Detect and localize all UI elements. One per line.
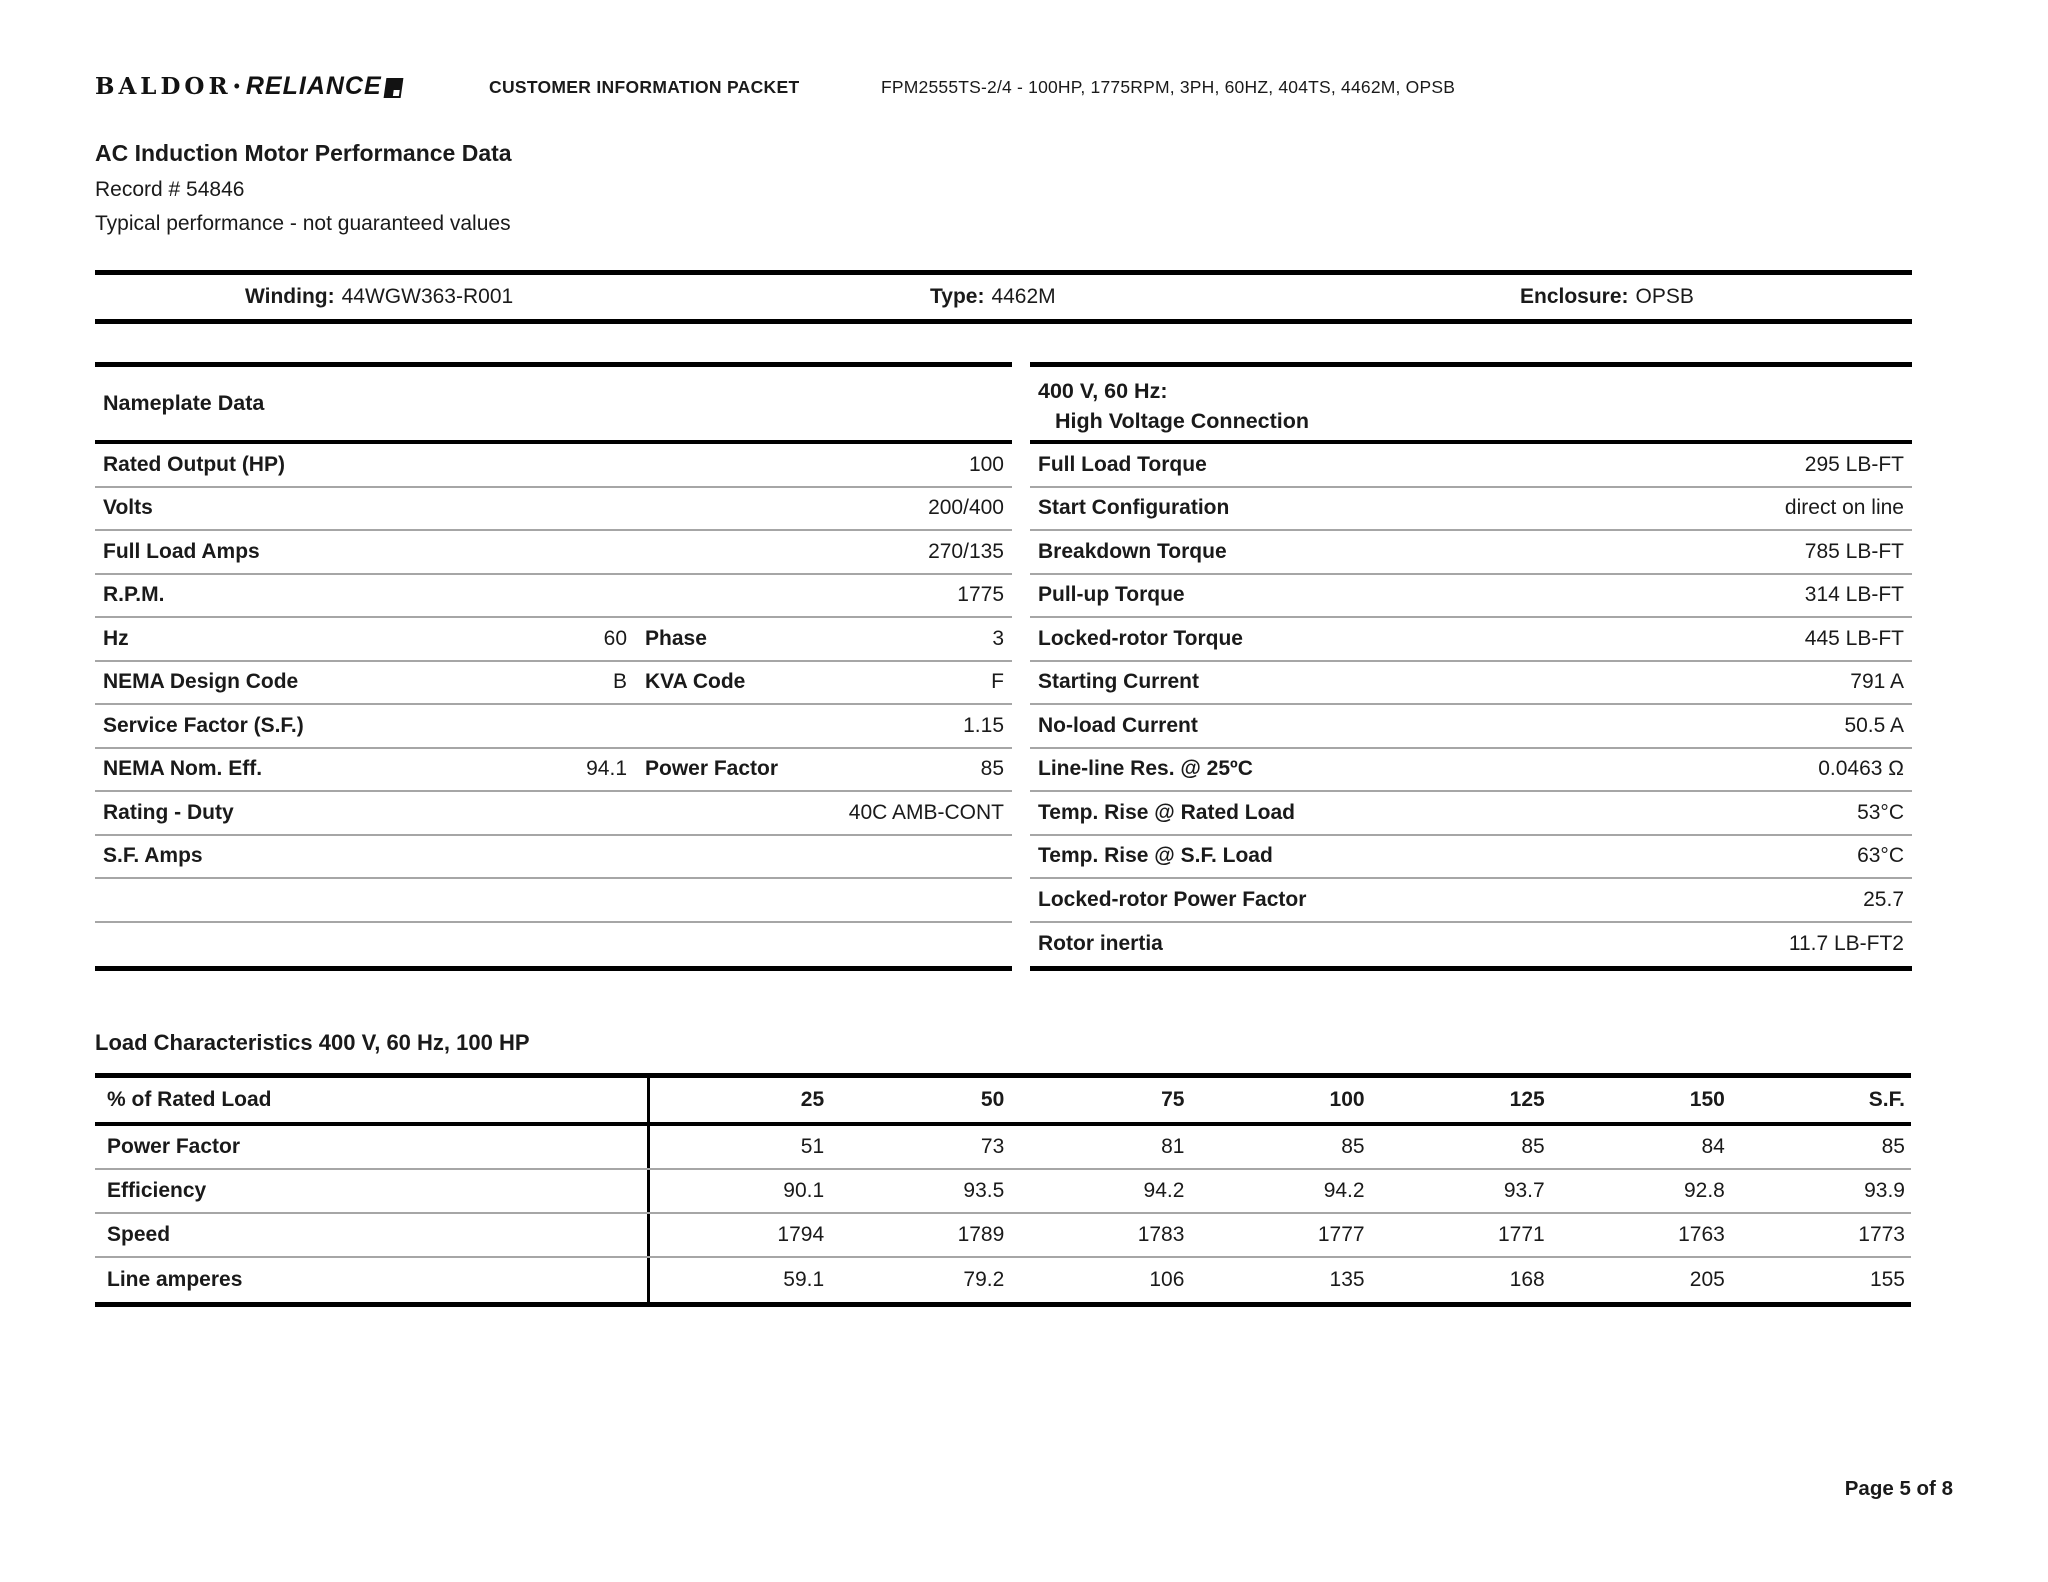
cell-value: 93.5: [963, 1179, 1005, 1202]
nameplate-table: [95, 362, 1012, 971]
connection-header-line1: 400 V, 60 Hz:: [1038, 379, 1168, 403]
cell-value: 1771: [1497, 1223, 1545, 1246]
table-row: [95, 792, 1012, 836]
type-value: 4462M: [991, 285, 1056, 308]
table-row: [1030, 488, 1912, 532]
load-characteristics-title: Load Characteristics 400 V, 60 Hz, 100 HP: [95, 1030, 530, 1055]
row-value: 50.5 A: [1844, 713, 1904, 737]
row-value: 63°C: [1857, 844, 1904, 868]
table-row: [1030, 531, 1912, 575]
enclosure-value: OPSB: [1635, 285, 1694, 308]
row-label: Pull-up Torque: [1038, 583, 1185, 607]
row-label: Speed: [95, 1214, 650, 1256]
table-row: [1030, 923, 1912, 967]
row-value: 0.0463 Ω: [1818, 757, 1904, 781]
table-row: [95, 575, 1012, 619]
load-characteristics-table: [95, 1073, 1911, 1307]
cell-value: 1783: [1137, 1223, 1185, 1246]
document-header: [95, 70, 1988, 112]
row-label: Rotor inertia: [1038, 932, 1163, 956]
row-label: Line-line Res. @ 25ºC: [1038, 757, 1253, 781]
table-row: [95, 1126, 1911, 1170]
record-number: Record # 54846: [95, 178, 245, 201]
row-label: Locked-rotor Torque: [1038, 626, 1243, 650]
cell-value: 168: [1509, 1268, 1545, 1291]
table-row: [95, 749, 1012, 793]
load-table-body: [95, 1126, 1911, 1302]
high-voltage-connection-table: [1030, 362, 1912, 971]
row-value: 1.15: [963, 713, 1004, 737]
column-header: 25: [800, 1088, 825, 1111]
cell-value: 93.7: [1503, 1179, 1545, 1202]
row-label: R.P.M.: [103, 583, 165, 607]
table-row: [95, 879, 1012, 923]
logo-reliance-text: RELIANCE: [245, 72, 382, 100]
cell-value: 85: [1881, 1135, 1905, 1158]
row-value: 791 A: [1850, 670, 1904, 694]
type-label: Type:: [930, 285, 985, 308]
connection-header-line2: High Voltage Connection: [1055, 409, 1310, 433]
row-second-label: Power Factor: [645, 757, 779, 781]
performance-tables: [95, 362, 1912, 971]
table-row: [1030, 618, 1912, 662]
packet-title: CUSTOMER INFORMATION PACKET: [489, 77, 800, 97]
cell-value: 94.2: [1143, 1179, 1185, 1202]
baldor-reliance-logo: [95, 72, 402, 101]
cell-value: 85: [1341, 1135, 1365, 1158]
cell-value: 73: [980, 1135, 1005, 1158]
cell-value: 51: [800, 1135, 825, 1158]
row-label: Locked-rotor Power Factor: [1038, 887, 1307, 911]
row-label: NEMA Design Code: [103, 670, 299, 694]
row-label: Start Configuration: [1038, 496, 1230, 520]
table-row: [1030, 792, 1912, 836]
reliance-mark-icon: [383, 78, 403, 98]
row-mid-value: 94.1: [586, 757, 627, 781]
connection-rows: [1030, 444, 1912, 966]
column-header: 100: [1329, 1088, 1365, 1111]
row-value: F: [991, 670, 1004, 694]
table-row: [95, 488, 1012, 532]
type-field: [930, 275, 1056, 319]
table-row: [95, 618, 1012, 662]
row-value: 85: [980, 757, 1004, 781]
cell-value: 81: [1161, 1135, 1185, 1158]
row-label: NEMA Nom. Eff.: [103, 757, 263, 781]
logo-dot-separator: •: [233, 76, 240, 96]
motor-model-line: FPM2555TS-2/4 - 100HP, 1775RPM, 3PH, 60HZ, 404TS, 4462M, OPSB: [881, 77, 1456, 97]
cell-value: 90.1: [783, 1179, 825, 1202]
row-mid-value: B: [612, 670, 627, 694]
cell-value: 92.8: [1683, 1179, 1725, 1202]
cell-value: 85: [1521, 1135, 1545, 1158]
table-row: [95, 1258, 1911, 1302]
row-value: 785 LB-FT: [1804, 539, 1904, 563]
column-header: 125: [1509, 1088, 1545, 1111]
table-row: [1030, 705, 1912, 749]
cell-value: 1794: [777, 1223, 825, 1246]
cell-value: 59.1: [783, 1268, 825, 1291]
row-value: direct on line: [1784, 496, 1904, 520]
column-header: 50: [980, 1088, 1005, 1111]
row-label: Efficiency: [95, 1170, 650, 1212]
row-second-label: Phase: [645, 626, 707, 650]
table-row: [95, 923, 1012, 967]
table-row: [95, 662, 1012, 706]
row-value: 100: [968, 452, 1004, 476]
table-row: [95, 705, 1012, 749]
row-label: Service Factor (S.F.): [103, 713, 304, 737]
row-second-label: KVA Code: [645, 670, 746, 694]
row-value: 270/135: [928, 539, 1004, 563]
cell-value: 79.2: [963, 1268, 1005, 1291]
enclosure-label: Enclosure:: [1520, 285, 1629, 308]
row-value: 200/400: [928, 496, 1004, 520]
row-label: S.F. Amps: [103, 844, 203, 868]
table-row: [95, 531, 1012, 575]
row-value: 314 LB-FT: [1804, 583, 1904, 607]
enclosure-field: [1520, 275, 1694, 319]
row-value: 3: [992, 626, 1004, 650]
row-label: Full Load Amps: [103, 539, 260, 563]
row-label: Rated Output (HP): [103, 452, 285, 476]
table-row: [1030, 749, 1912, 793]
cell-value: 84: [1701, 1135, 1725, 1158]
row-label: Hz: [103, 626, 129, 650]
winding-value: 44WGW363-R001: [341, 285, 514, 308]
column-header: S.F.: [1868, 1088, 1905, 1111]
row-value: 445 LB-FT: [1804, 626, 1904, 650]
page-number: Page 5 of 8: [1844, 1477, 1953, 1500]
cell-value: 135: [1329, 1268, 1365, 1291]
cell-value: 94.2: [1323, 1179, 1365, 1202]
cell-value: 1777: [1317, 1223, 1365, 1246]
connection-table-header: [1030, 367, 1912, 444]
row-value: 295 LB-FT: [1804, 452, 1904, 476]
nameplate-rows: [95, 444, 1012, 966]
table-row: [95, 1170, 1911, 1214]
column-header: 75: [1161, 1088, 1185, 1111]
row-label: No-load Current: [1038, 713, 1198, 737]
table-row: [1030, 836, 1912, 880]
row-value: 53°C: [1857, 800, 1904, 824]
table-row: [1030, 879, 1912, 923]
row-label: Volts: [103, 496, 153, 520]
load-table-header-row: [95, 1078, 1911, 1126]
column-header: % of Rated Load: [95, 1078, 650, 1122]
cell-value: 1763: [1678, 1223, 1725, 1246]
row-mid-value: 60: [603, 626, 627, 650]
row-label: Temp. Rise @ S.F. Load: [1038, 844, 1273, 868]
nameplate-table-header: Nameplate Data: [95, 367, 1012, 444]
row-label: Line amperes: [95, 1258, 650, 1302]
table-row: [95, 836, 1012, 880]
winding-summary-bar: [95, 270, 1912, 324]
winding-field: [245, 275, 513, 319]
table-row: [95, 444, 1012, 488]
logo-baldor-text: BALDOR: [95, 73, 232, 100]
row-value: 1775: [957, 583, 1004, 607]
title-block: [95, 140, 512, 246]
row-value: 25.7: [1863, 887, 1904, 911]
row-label: Breakdown Torque: [1038, 539, 1227, 563]
table-row: [1030, 662, 1912, 706]
row-label: Temp. Rise @ Rated Load: [1038, 800, 1295, 824]
cell-value: 155: [1869, 1268, 1905, 1291]
winding-label: Winding:: [245, 285, 335, 308]
cell-value: 93.9: [1864, 1179, 1905, 1202]
cell-value: 205: [1689, 1268, 1725, 1291]
row-label: Starting Current: [1038, 670, 1200, 694]
cell-value: 106: [1149, 1268, 1185, 1291]
column-header: 150: [1689, 1088, 1725, 1111]
row-label: Full Load Torque: [1038, 452, 1207, 476]
row-label: Rating - Duty: [103, 800, 234, 824]
row-value: 40C AMB-CONT: [848, 800, 1004, 824]
row-value: 11.7 LB-FT2: [1788, 932, 1904, 956]
table-row: [95, 1214, 1911, 1258]
table-row: [1030, 575, 1912, 619]
cell-value: 1789: [957, 1223, 1005, 1246]
row-label: Power Factor: [95, 1126, 650, 1168]
cell-value: 1773: [1858, 1223, 1905, 1246]
performance-note: Typical performance - not guaranteed values: [95, 212, 511, 235]
page-title: AC Induction Motor Performance Data: [95, 140, 512, 166]
table-row: [1030, 444, 1912, 488]
